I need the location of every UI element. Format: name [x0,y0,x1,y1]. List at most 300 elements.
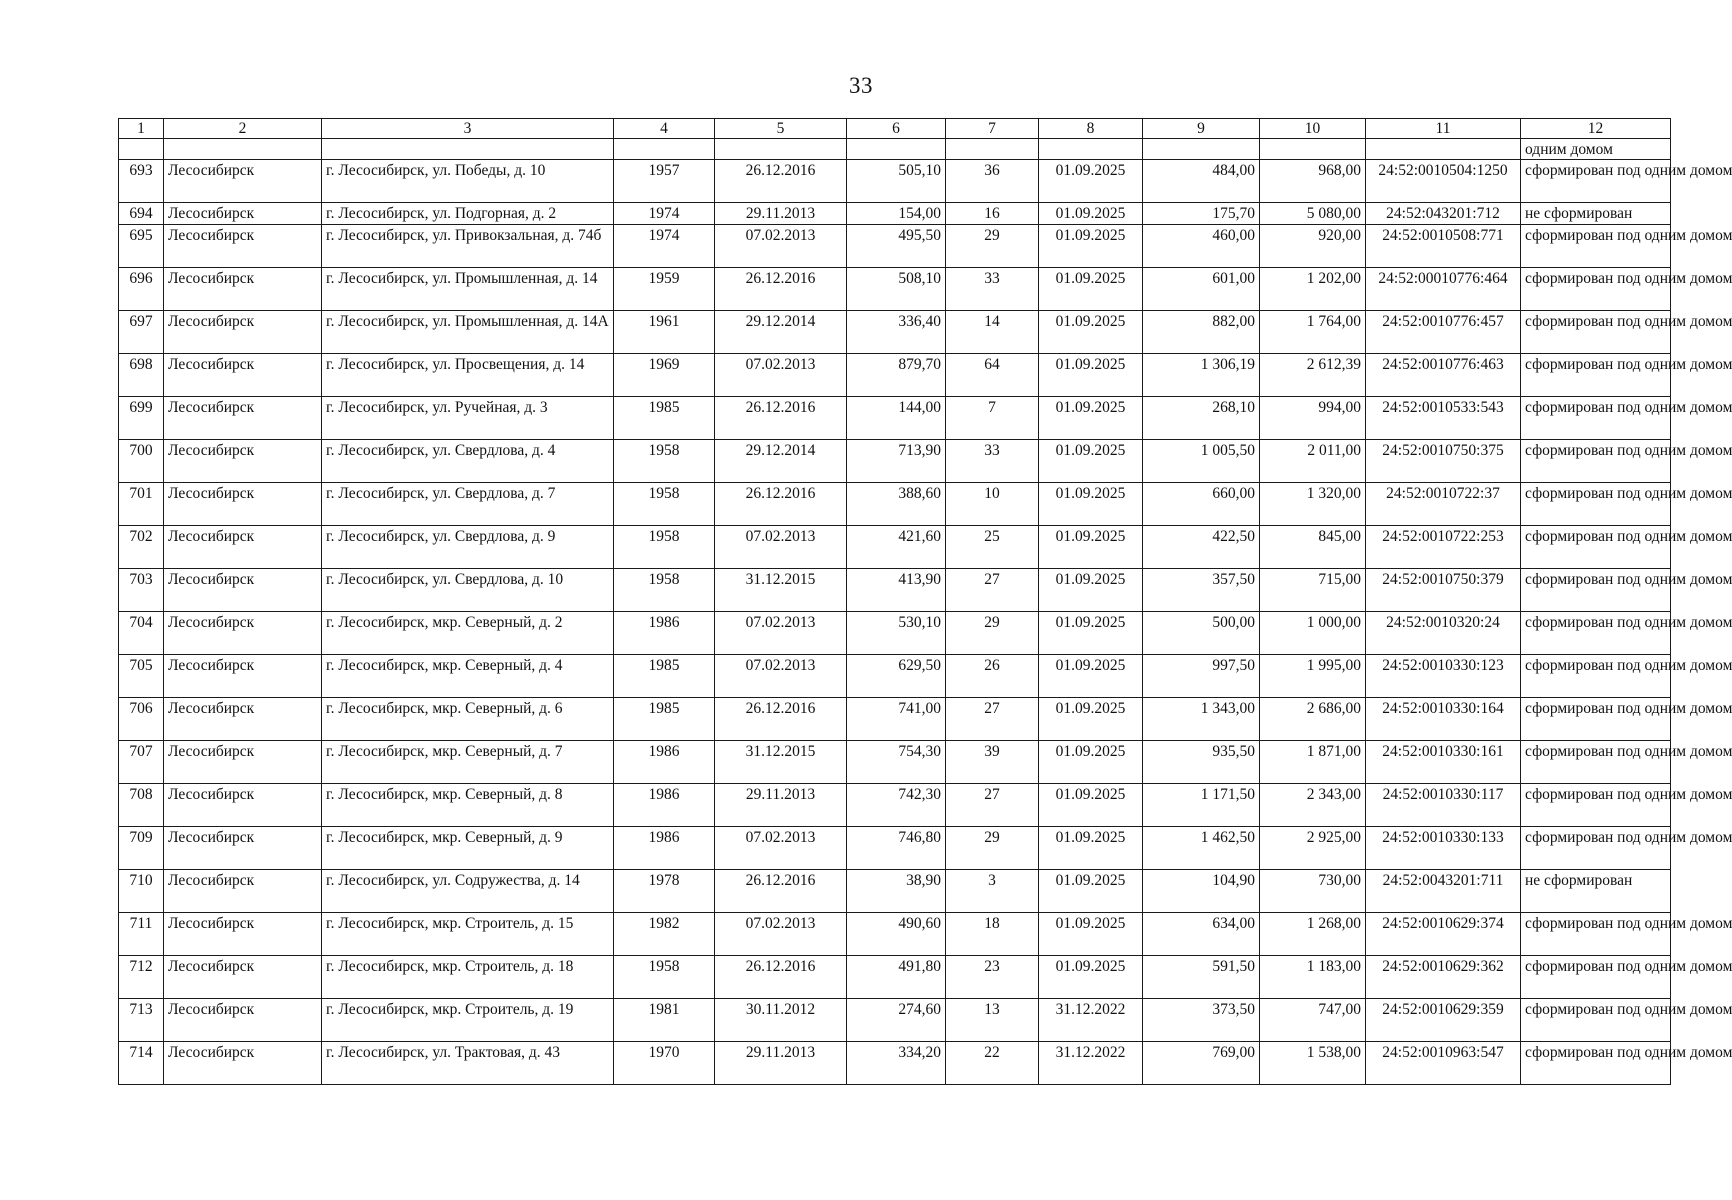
row-number-cell: 695 [119,225,164,268]
count-cell: 27 [946,698,1039,741]
cadastral-number-cell: 24:52:0043201:711 [1366,870,1521,913]
deadline-cell: 01.09.2025 [1039,913,1143,956]
row-number-cell: 705 [119,655,164,698]
deadline-cell: 01.09.2025 [1039,612,1143,655]
cadastral-number-cell: 24:52:0010629:374 [1366,913,1521,956]
row-number-cell: 700 [119,440,164,483]
date-cell: 26.12.2016 [715,956,847,999]
value-cell: 1 306,19 [1143,354,1260,397]
count-cell: 16 [946,203,1039,225]
column-header: 1 [119,119,164,139]
area-cell: 713,90 [847,440,946,483]
value-cell: 591,50 [1143,956,1260,999]
city-cell: Лесосибирск [164,827,322,870]
count-cell: 33 [946,268,1039,311]
value-cell: 1 764,00 [1260,311,1366,354]
address-cell: г. Лесосибирск, мкр. Северный, д. 8 [322,784,614,827]
value-cell: 1 320,00 [1260,483,1366,526]
deadline-cell: 01.09.2025 [1039,784,1143,827]
date-cell: 07.02.2013 [715,913,847,956]
city-cell: Лесосибирск [164,999,322,1042]
table-cell [164,139,322,160]
address-cell: г. Лесосибирск, мкр. Северный, д. 6 [322,698,614,741]
table-row [119,569,1671,612]
year-cell: 1986 [614,741,715,784]
city-cell: Лесосибирск [164,784,322,827]
year-cell: 1961 [614,311,715,354]
address-cell: г. Лесосибирск, мкр. Северный, д. 9 [322,827,614,870]
area-cell: 754,30 [847,741,946,784]
count-cell: 22 [946,1042,1039,1085]
city-cell: Лесосибирск [164,526,322,569]
deadline-cell: 01.09.2025 [1039,268,1143,311]
date-cell: 29.11.2013 [715,203,847,225]
value-cell: 484,00 [1143,160,1260,203]
cadastral-number-cell: 24:52:0010508:771 [1366,225,1521,268]
year-cell: 1974 [614,225,715,268]
address-cell: г. Лесосибирск, ул. Просвещения, д. 14 [322,354,614,397]
count-cell: 27 [946,569,1039,612]
city-cell: Лесосибирск [164,268,322,311]
date-cell: 29.11.2013 [715,784,847,827]
deadline-cell: 01.09.2025 [1039,397,1143,440]
year-cell: 1986 [614,612,715,655]
value-cell: 460,00 [1143,225,1260,268]
address-cell: г. Лесосибирск, ул. Победы, д. 10 [322,160,614,203]
year-cell: 1982 [614,913,715,956]
count-cell: 14 [946,311,1039,354]
value-cell: 2 686,00 [1260,698,1366,741]
table-row [119,612,1671,655]
table-body [119,139,1732,1085]
date-cell: 07.02.2013 [715,612,847,655]
land-status-cell: сформирован под одним домом [1521,311,1671,354]
land-status-cell: сформирован под одним домом [1521,268,1671,311]
area-cell: 490,60 [847,913,946,956]
value-cell: 357,50 [1143,569,1260,612]
area-cell: 741,00 [847,698,946,741]
cadastral-number-cell: 24:52:0010722:37 [1366,483,1521,526]
cadastral-number-cell: 24:52:0010750:375 [1366,440,1521,483]
row-number-cell: 704 [119,612,164,655]
area-cell: 879,70 [847,354,946,397]
value-cell: 5 080,00 [1260,203,1366,225]
value-cell: 500,00 [1143,612,1260,655]
city-cell: Лесосибирск [164,203,322,225]
value-cell: 968,00 [1260,160,1366,203]
address-cell: г. Лесосибирск, мкр. Северный, д. 2 [322,612,614,655]
row-number-cell: 711 [119,913,164,956]
area-cell: 421,60 [847,526,946,569]
area-cell: 746,80 [847,827,946,870]
city-cell: Лесосибирск [164,483,322,526]
count-cell: 36 [946,160,1039,203]
deadline-cell: 01.09.2025 [1039,526,1143,569]
row-number-cell: 702 [119,526,164,569]
year-cell: 1958 [614,956,715,999]
value-cell: 747,00 [1260,999,1366,1042]
date-cell: 31.12.2015 [715,569,847,612]
table-row [119,698,1671,741]
date-cell: 29.11.2013 [715,1042,847,1085]
deadline-cell: 01.09.2025 [1039,655,1143,698]
year-cell: 1974 [614,203,715,225]
cadastral-number-cell: 24:52:0010776:457 [1366,311,1521,354]
address-cell: г. Лесосибирск, ул. Содружества, д. 14 [322,870,614,913]
cadastral-number-cell: 24:52:0010963:547 [1366,1042,1521,1085]
cadastral-number-cell: 24:52:0010330:164 [1366,698,1521,741]
count-cell: 18 [946,913,1039,956]
land-status-cell: сформирован под одним домом [1521,999,1671,1042]
column-header: 2 [164,119,322,139]
year-cell: 1957 [614,160,715,203]
count-cell: 27 [946,784,1039,827]
land-status-cell: сформирован под одним домом [1521,160,1671,203]
city-cell: Лесосибирск [164,160,322,203]
value-cell: 845,00 [1260,526,1366,569]
value-cell: 882,00 [1143,311,1260,354]
value-cell: 1 268,00 [1260,913,1366,956]
value-cell: 373,50 [1143,999,1260,1042]
cadastral-number-cell: 24:52:0010330:133 [1366,827,1521,870]
table-cell [946,139,1039,160]
city-cell: Лесосибирск [164,870,322,913]
year-cell: 1970 [614,1042,715,1085]
table-row [119,655,1671,698]
value-cell: 422,50 [1143,526,1260,569]
land-status-cell: сформирован под одним домом [1521,698,1671,741]
value-cell: 2 011,00 [1260,440,1366,483]
table-cell [847,139,946,160]
address-cell: г. Лесосибирск, ул. Свердлова, д. 4 [322,440,614,483]
address-cell: г. Лесосибирск, ул. Подгорная, д. 2 [322,203,614,225]
continuation-row [119,139,1671,160]
land-status-cell: сформирован под одним домом [1521,569,1671,612]
cadastral-number-cell: 24:52:043201:712 [1366,203,1521,225]
cadastral-number-cell: 24:52:0010629:359 [1366,999,1521,1042]
cadastral-number-cell: 24:52:0010330:123 [1366,655,1521,698]
land-status-cell: одним домом [1521,139,1671,160]
value-cell: 1 000,00 [1260,612,1366,655]
table-row [119,203,1671,225]
city-cell: Лесосибирск [164,397,322,440]
date-cell: 07.02.2013 [715,827,847,870]
city-cell: Лесосибирск [164,698,322,741]
value-cell: 2 925,00 [1260,827,1366,870]
date-cell: 29.12.2014 [715,440,847,483]
table-row [119,483,1671,526]
area-cell: 629,50 [847,655,946,698]
row-number-cell: 714 [119,1042,164,1085]
row-number-cell: 713 [119,999,164,1042]
count-cell: 13 [946,999,1039,1042]
table-row [119,999,1671,1042]
column-number-row [119,119,1671,139]
cadastral-number-cell: 24:52:0010629:362 [1366,956,1521,999]
value-cell: 769,00 [1143,1042,1260,1085]
city-cell: Лесосибирск [164,569,322,612]
value-cell: 660,00 [1143,483,1260,526]
area-cell: 274,60 [847,999,946,1042]
area-cell: 491,80 [847,956,946,999]
table-cell [119,139,164,160]
city-cell: Лесосибирск [164,440,322,483]
deadline-cell: 31.12.2022 [1039,1042,1143,1085]
value-cell: 994,00 [1260,397,1366,440]
land-status-cell: сформирован под одним домом [1521,440,1671,483]
year-cell: 1981 [614,999,715,1042]
count-cell: 23 [946,956,1039,999]
value-cell: 601,00 [1143,268,1260,311]
count-cell: 29 [946,827,1039,870]
count-cell: 3 [946,870,1039,913]
column-header: 4 [614,119,715,139]
year-cell: 1986 [614,784,715,827]
deadline-cell: 01.09.2025 [1039,160,1143,203]
table-cell [1260,139,1366,160]
area-cell: 154,00 [847,203,946,225]
land-status-cell: сформирован под одним домом [1521,655,1671,698]
column-header: 8 [1039,119,1143,139]
table-row [119,741,1671,784]
land-status-cell: сформирован под одним домом [1521,1042,1671,1085]
land-status-cell: сформирован под одним домом [1521,225,1671,268]
row-number-cell: 706 [119,698,164,741]
value-cell: 634,00 [1143,913,1260,956]
value-cell: 104,90 [1143,870,1260,913]
deadline-cell: 01.09.2025 [1039,827,1143,870]
date-cell: 26.12.2016 [715,870,847,913]
city-cell: Лесосибирск [164,913,322,956]
area-cell: 508,10 [847,268,946,311]
page-number: 33 [849,73,873,98]
count-cell: 39 [946,741,1039,784]
column-header: 7 [946,119,1039,139]
deadline-cell: 01.09.2025 [1039,440,1143,483]
row-number-cell: 708 [119,784,164,827]
deadline-cell: 01.09.2025 [1039,483,1143,526]
year-cell: 1959 [614,268,715,311]
date-cell: 30.11.2012 [715,999,847,1042]
row-number-cell: 694 [119,203,164,225]
cadastral-number-cell: 24:52:0010776:463 [1366,354,1521,397]
area-cell: 413,90 [847,569,946,612]
column-header: 6 [847,119,946,139]
housing-registry-table [118,118,1732,1085]
address-cell: г. Лесосибирск, мкр. Строитель, д. 18 [322,956,614,999]
city-cell: Лесосибирск [164,354,322,397]
count-cell: 25 [946,526,1039,569]
row-number-cell: 707 [119,741,164,784]
table-row [119,1042,1671,1085]
area-cell: 742,30 [847,784,946,827]
value-cell: 1 343,00 [1143,698,1260,741]
table-cell [322,139,614,160]
value-cell: 935,50 [1143,741,1260,784]
city-cell: Лесосибирск [164,1042,322,1085]
date-cell: 26.12.2016 [715,268,847,311]
land-status-cell: сформирован под одним домом [1521,354,1671,397]
deadline-cell: 01.09.2025 [1039,870,1143,913]
row-number-cell: 712 [119,956,164,999]
table-row [119,526,1671,569]
land-status-cell: сформирован под одним домом [1521,397,1671,440]
value-cell: 2 612,39 [1260,354,1366,397]
column-header: 5 [715,119,847,139]
cadastral-number-cell: 24:52:0010330:161 [1366,741,1521,784]
cadastral-number-cell: 24:52:0010504:1250 [1366,160,1521,203]
value-cell: 730,00 [1260,870,1366,913]
table-cell [715,139,847,160]
area-cell: 144,00 [847,397,946,440]
cadastral-number-cell: 24:52:00010776:464 [1366,268,1521,311]
table-row [119,397,1671,440]
address-cell: г. Лесосибирск, мкр. Северный, д. 7 [322,741,614,784]
count-cell: 26 [946,655,1039,698]
address-cell: г. Лесосибирск, ул. Промышленная, д. 14А [322,311,614,354]
table-row [119,268,1671,311]
address-cell: г. Лесосибирск, ул. Свердлова, д. 10 [322,569,614,612]
table-row [119,354,1671,397]
city-cell: Лесосибирск [164,225,322,268]
year-cell: 1958 [614,440,715,483]
deadline-cell: 01.09.2025 [1039,354,1143,397]
count-cell: 29 [946,225,1039,268]
year-cell: 1986 [614,827,715,870]
land-status-cell: не сформирован [1521,870,1671,913]
address-cell: г. Лесосибирск, ул. Ручейная, д. 3 [322,397,614,440]
table-cell [1039,139,1143,160]
deadline-cell: 01.09.2025 [1039,741,1143,784]
table-row [119,225,1671,268]
count-cell: 29 [946,612,1039,655]
row-number-cell: 697 [119,311,164,354]
land-status-cell: сформирован под одним домом [1521,526,1671,569]
cadastral-number-cell: 24:52:0010722:253 [1366,526,1521,569]
column-header: 10 [1260,119,1366,139]
value-cell: 1 202,00 [1260,268,1366,311]
row-number-cell: 698 [119,354,164,397]
area-cell: 334,20 [847,1042,946,1085]
count-cell: 7 [946,397,1039,440]
table-row [119,870,1671,913]
date-cell: 31.12.2015 [715,741,847,784]
row-number-cell: 696 [119,268,164,311]
address-cell: г. Лесосибирск, ул. Промышленная, д. 14 [322,268,614,311]
area-cell: 388,60 [847,483,946,526]
area-cell: 38,90 [847,870,946,913]
city-cell: Лесосибирск [164,612,322,655]
land-status-cell: сформирован под одним домом [1521,784,1671,827]
deadline-cell: 01.09.2025 [1039,203,1143,225]
year-cell: 1985 [614,397,715,440]
city-cell: Лесосибирск [164,655,322,698]
value-cell: 1 995,00 [1260,655,1366,698]
date-cell: 07.02.2013 [715,354,847,397]
count-cell: 10 [946,483,1039,526]
table-row [119,913,1671,956]
column-header: 12 [1521,119,1671,139]
value-cell: 1 538,00 [1260,1042,1366,1085]
year-cell: 1985 [614,655,715,698]
value-cell: 2 343,00 [1260,784,1366,827]
column-header: 3 [322,119,614,139]
table-cell [1366,139,1521,160]
table-header [119,119,1671,139]
land-status-cell: не сформирован [1521,203,1671,225]
value-cell: 715,00 [1260,569,1366,612]
area-cell: 505,10 [847,160,946,203]
table-row [119,956,1671,999]
column-header: 9 [1143,119,1260,139]
date-cell: 26.12.2016 [715,397,847,440]
value-cell: 920,00 [1260,225,1366,268]
year-cell: 1985 [614,698,715,741]
table-cell [1143,139,1260,160]
count-cell: 64 [946,354,1039,397]
value-cell: 268,10 [1143,397,1260,440]
city-cell: Лесосибирск [164,311,322,354]
deadline-cell: 31.12.2022 [1039,999,1143,1042]
cadastral-number-cell: 24:52:0010330:117 [1366,784,1521,827]
land-status-cell: сформирован под одним домом [1521,483,1671,526]
row-number-cell: 703 [119,569,164,612]
value-cell: 1 871,00 [1260,741,1366,784]
count-cell: 33 [946,440,1039,483]
table-row [119,160,1671,203]
value-cell: 1 005,50 [1143,440,1260,483]
cadastral-number-cell: 24:52:0010533:543 [1366,397,1521,440]
year-cell: 1958 [614,526,715,569]
row-number-cell: 710 [119,870,164,913]
year-cell: 1978 [614,870,715,913]
deadline-cell: 01.09.2025 [1039,956,1143,999]
date-cell: 26.12.2016 [715,160,847,203]
cadastral-number-cell: 24:52:0010750:379 [1366,569,1521,612]
deadline-cell: 01.09.2025 [1039,569,1143,612]
land-status-cell: сформирован под одним домом [1521,913,1671,956]
table-row [119,827,1671,870]
date-cell: 26.12.2016 [715,483,847,526]
address-cell: г. Лесосибирск, мкр. Строитель, д. 15 [322,913,614,956]
deadline-cell: 01.09.2025 [1039,225,1143,268]
value-cell: 1 183,00 [1260,956,1366,999]
deadline-cell: 01.09.2025 [1039,311,1143,354]
row-number-cell: 701 [119,483,164,526]
land-status-cell: сформирован под одним домом [1521,956,1671,999]
table-row [119,440,1671,483]
value-cell: 997,50 [1143,655,1260,698]
cadastral-number-cell: 24:52:0010320:24 [1366,612,1521,655]
value-cell: 1 462,50 [1143,827,1260,870]
year-cell: 1958 [614,483,715,526]
address-cell: г. Лесосибирск, мкр. Северный, д. 4 [322,655,614,698]
land-status-cell: сформирован под одним домом [1521,741,1671,784]
land-status-cell: сформирован под одним домом [1521,612,1671,655]
table-row [119,311,1671,354]
row-number-cell: 699 [119,397,164,440]
address-cell: г. Лесосибирск, ул. Свердлова, д. 9 [322,526,614,569]
value-cell: 175,70 [1143,203,1260,225]
date-cell: 07.02.2013 [715,655,847,698]
area-cell: 530,10 [847,612,946,655]
address-cell: г. Лесосибирск, ул. Привокзальная, д. 74б [322,225,614,268]
table-cell [614,139,715,160]
area-cell: 495,50 [847,225,946,268]
address-cell: г. Лесосибирск, мкр. Строитель, д. 19 [322,999,614,1042]
date-cell: 29.12.2014 [715,311,847,354]
date-cell: 07.02.2013 [715,526,847,569]
